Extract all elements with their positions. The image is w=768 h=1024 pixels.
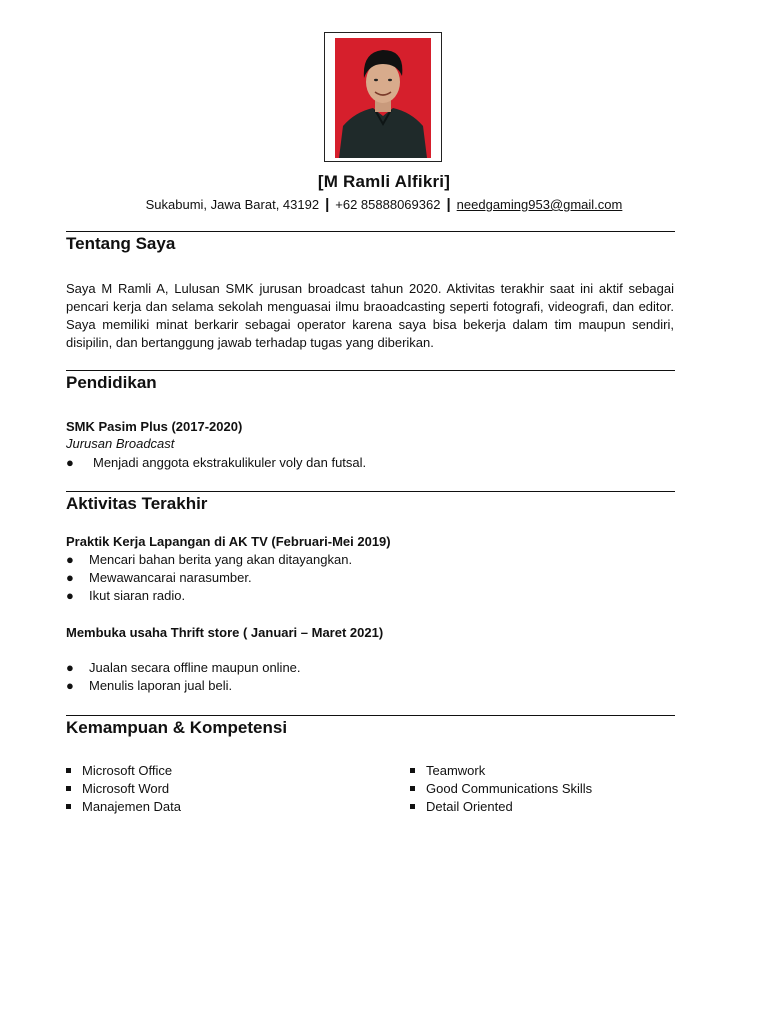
bullet-icon: ● — [66, 552, 74, 567]
square-bullet-icon — [66, 786, 71, 791]
section-divider — [66, 231, 675, 232]
education-school: SMK Pasim Plus (2017-2020) — [66, 419, 243, 434]
list-item: ● Ikut siaran radio. — [66, 588, 186, 603]
skills-heading: Kemampuan & Kompetensi — [66, 718, 288, 737]
section-divider — [66, 370, 675, 371]
skill-item: Manajemen Data — [66, 799, 181, 814]
skill-item: Good Communications Skills — [410, 781, 592, 796]
square-bullet-icon — [410, 768, 415, 773]
education-heading: Pendidikan — [66, 373, 157, 392]
skill-item: Teamwork — [410, 763, 485, 778]
square-bullet-icon — [66, 804, 71, 809]
square-bullet-icon — [410, 786, 415, 791]
bullet-icon: ● — [66, 678, 74, 693]
profile-photo-frame — [324, 32, 442, 162]
square-bullet-icon — [410, 804, 415, 809]
skill-item: Microsoft Word — [66, 781, 169, 796]
section-divider — [66, 715, 675, 716]
about-heading: Tentang Saya — [66, 234, 176, 253]
bullet-icon: ● — [66, 455, 74, 470]
square-bullet-icon — [66, 768, 71, 773]
education-major: Jurusan Broadcast — [66, 436, 175, 451]
list-item: ● Mencari bahan berita yang akan ditayangkan. — [66, 552, 353, 567]
bullet-icon: ● — [66, 570, 74, 585]
contact-line — [0, 196, 768, 213]
list-item: ● Menjadi anggota ekstrakulikuler voly dan futsal. — [66, 455, 367, 470]
skill-item: Detail Oriented — [410, 799, 513, 814]
section-divider — [66, 491, 675, 492]
profile-photo — [335, 38, 431, 158]
skill-item: Microsoft Office — [66, 763, 172, 778]
email-link[interactable]: needgaming953@gmail.com — [456, 197, 623, 212]
candidate-name: [M Ramli Alfikri] — [317, 172, 451, 191]
list-item: ● Jualan secara offline maupun online. — [66, 660, 301, 675]
list-item: ● Menulis laporan jual beli. — [66, 678, 233, 693]
activity-heading: Membuka usaha Thrift store ( Januari – Maret 2021) — [66, 625, 384, 640]
phone-text: +62 85888069362 — [335, 197, 441, 212]
about-paragraph: Saya M Ramli A, Lulusan SMK jurusan broadcast tahun 2020. Aktivitas terakhir saat ini aktif sebagai pencari kerja dan selama sekolah menguasai ilmu braoadcasting seperti fotografi, videografi, dan editor. Saya memiliki minat berkarir sebagai operator karena saya bisa bekerja dalam tim maupun sendiri, disipilin, dan bertanggung jawab terhadap tugas yang diberikan. — [66, 281, 674, 350]
contact-separator: | — [446, 196, 451, 213]
contact-separator: | — [325, 196, 330, 213]
bullet-icon: ● — [66, 588, 74, 603]
list-item: ● Mewawancarai narasumber. — [66, 570, 252, 585]
activity-heading: Praktik Kerja Lapangan di AK TV (Februari-Mei 2019) — [66, 534, 391, 549]
address-text: Sukabumi, Jawa Barat, 43192 — [145, 197, 320, 212]
activities-heading: Aktivitas Terakhir — [66, 494, 208, 513]
bullet-icon: ● — [66, 660, 74, 675]
